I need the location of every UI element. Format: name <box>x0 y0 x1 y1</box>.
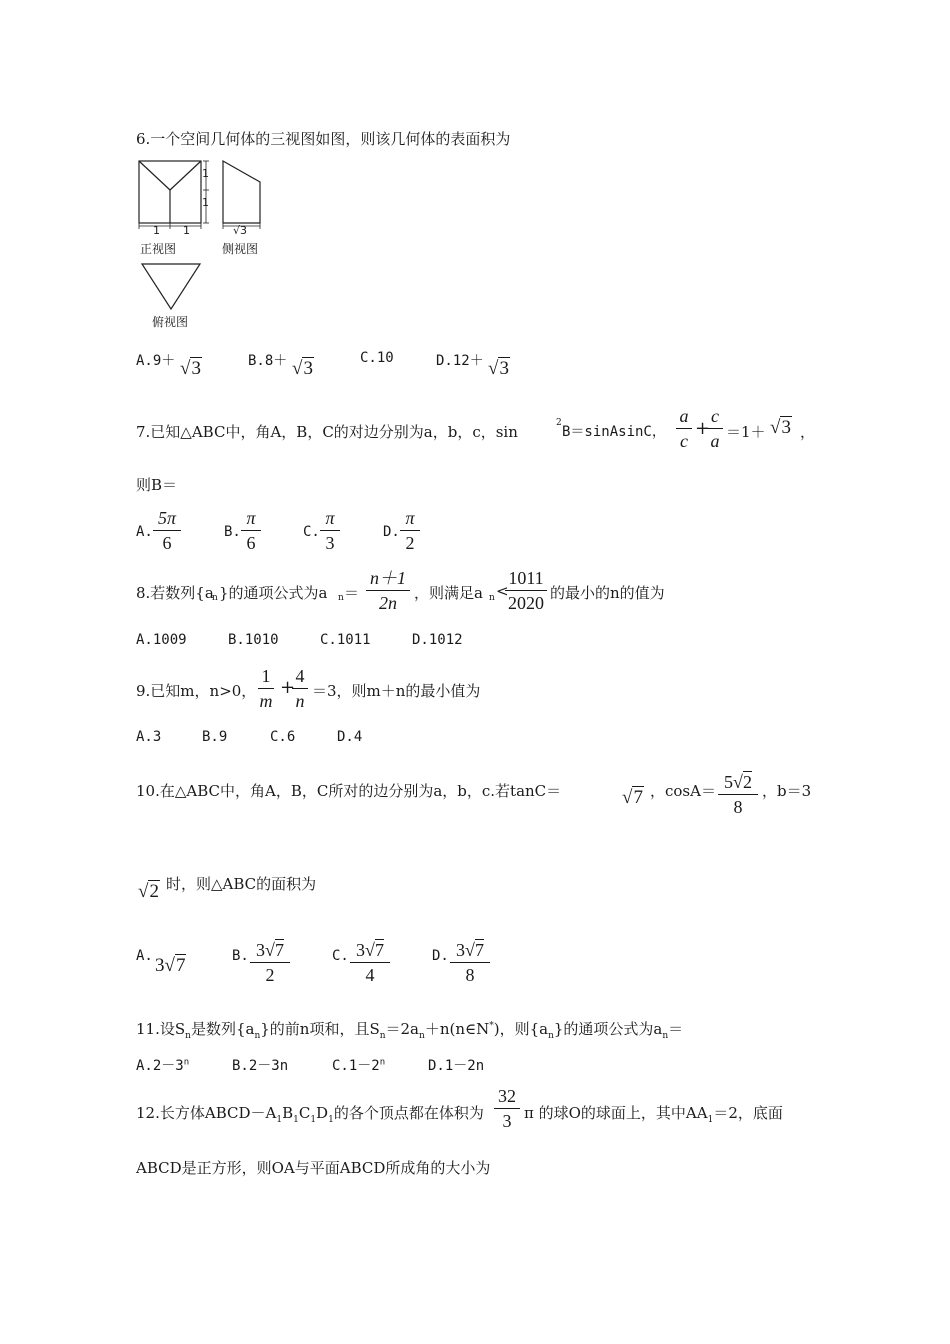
q7-text: 7.已知△ABC中，角A，B，C的对边分别为a，b，c，sin <box>136 423 518 441</box>
top-view-label: 俯视图 <box>152 315 189 329</box>
q8-text: ，则满足a <box>414 584 483 602</box>
q12-text: 12.长方体$ABCD-A_1B_1C_1D_1$的各个顶点都在体积为 <box>136 1104 484 1125</box>
side-view-label: 侧视图 <box>222 242 259 256</box>
q8-text: ＝ <box>344 584 360 602</box>
fraction: 3√7 4 <box>350 940 390 985</box>
q12-text: ABCD是正方形，则OA与平面ABCD所成角的大小为 <box>136 1159 491 1177</box>
fraction: c a <box>707 406 723 451</box>
q12-text: π 的球O的球面上，其中$AA_1=2$，底面 <box>524 1104 783 1125</box>
q10-text: ，cosA＝ <box>650 782 716 800</box>
fraction: 1 m <box>259 666 273 711</box>
dim-label: 1 <box>202 196 209 209</box>
q11-stem: 11.设$S_n$是数列$\{a_n\}$的前n项和，且$S_n=2a_n+n(n\in N^*)$，则$\{a_n\}$的通项公式为$a_n=$ <box>136 1020 684 1041</box>
fraction: 3√7 8 <box>450 940 490 985</box>
fraction: π 2 <box>400 508 420 553</box>
q8-text: 的最小的n的值为 <box>550 584 665 602</box>
superscript: 2 <box>556 418 562 428</box>
fraction: a c <box>676 406 692 451</box>
q10-text: ，b＝3 <box>762 782 812 800</box>
option-b[interactable]: B.1010 <box>228 632 279 648</box>
q9-text: ＝3，则m＋n的最小值为 <box>312 682 481 700</box>
fraction: n＋1 2n <box>366 568 410 613</box>
option-a[interactable]: A.1009 <box>136 632 187 648</box>
option-a[interactable]: A. <box>136 524 153 540</box>
fraction: 5√2 8 <box>718 772 758 817</box>
option-a[interactable]: A. <box>136 948 153 964</box>
sqrt-expr: √3 <box>770 417 791 438</box>
dim-label: √3 <box>233 224 248 237</box>
sqrt-expr: 3√7 <box>155 955 186 976</box>
option-c[interactable]: C.10 <box>360 350 394 366</box>
q7-text: 则B＝ <box>136 476 178 494</box>
q10-text: 时，则△ABC的面积为 <box>166 875 317 893</box>
option-d[interactable]: D. <box>432 948 449 964</box>
option-c[interactable]: $C.1-2^n$ <box>332 1057 386 1074</box>
option-b[interactable]: B. <box>232 948 249 964</box>
option-c[interactable]: C. <box>303 524 320 540</box>
option-b[interactable]: B.2－3n <box>232 1058 289 1074</box>
sqrt-expr: √2 <box>138 881 159 902</box>
option-b[interactable]: B.8＋ <box>248 353 288 369</box>
sqrt-expr: √3 <box>292 358 313 379</box>
sqrt-expr: √7 <box>622 787 643 808</box>
q7-text: ， <box>800 423 816 441</box>
option-c[interactable]: C.6 <box>270 729 296 745</box>
sqrt-expr: √3 <box>180 358 201 379</box>
fraction: 1011 2020 <box>505 568 547 613</box>
option-d[interactable]: D.4 <box>337 729 363 745</box>
fraction: 3√7 2 <box>250 940 290 985</box>
q10-text: 10.在△ABC中，角A，B，C所对的边分别为a，b，c.若tanC＝ <box>136 782 562 800</box>
subscript: n <box>489 593 495 603</box>
fraction: 4 n <box>292 666 308 711</box>
q9-text: 9.已知m，n>0， <box>136 682 257 700</box>
option-d[interactable]: D.1－2n <box>428 1058 485 1074</box>
dim-label: 1 <box>153 224 160 237</box>
option-c[interactable]: C. <box>332 948 349 964</box>
subscript: n <box>338 593 344 603</box>
dim-label: 1 <box>183 224 190 237</box>
plus-sign: + <box>695 418 711 439</box>
fraction: 5π 6 <box>153 508 181 553</box>
top-view-triangle <box>140 262 202 312</box>
q8-text: < <box>496 582 509 600</box>
option-d[interactable]: D.12＋ <box>436 353 484 369</box>
q7-text: B＝sinAsinC， <box>562 424 666 440</box>
q6-stem: 6.一个空间几何体的三视图如图，则该几何体的表面积为 <box>136 130 511 148</box>
option-d[interactable]: D. <box>383 524 400 540</box>
plus-sign: + <box>280 677 296 698</box>
fraction: π 6 <box>241 508 261 553</box>
subscript: n <box>212 593 218 603</box>
option-c[interactable]: C.1011 <box>320 632 371 648</box>
option-d[interactable]: D.1012 <box>412 632 463 648</box>
front-view-label: 正视图 <box>140 242 177 256</box>
fraction: π 3 <box>320 508 340 553</box>
dim-label: 1 <box>202 167 209 180</box>
fraction: 32 3 <box>494 1086 520 1131</box>
option-b[interactable]: B.9 <box>202 729 228 745</box>
q8-text: }的通项公式为a <box>219 584 328 602</box>
q8-text: 8.若数列{a <box>136 584 214 602</box>
option-a[interactable]: A.3 <box>136 729 162 745</box>
option-a[interactable]: $A.2-3^n$ <box>136 1057 190 1074</box>
q7-text: ＝1＋ <box>726 423 766 441</box>
option-a[interactable]: A.9＋ <box>136 353 176 369</box>
option-b[interactable]: B. <box>224 524 241 540</box>
sqrt-expr: √3 <box>488 358 509 379</box>
